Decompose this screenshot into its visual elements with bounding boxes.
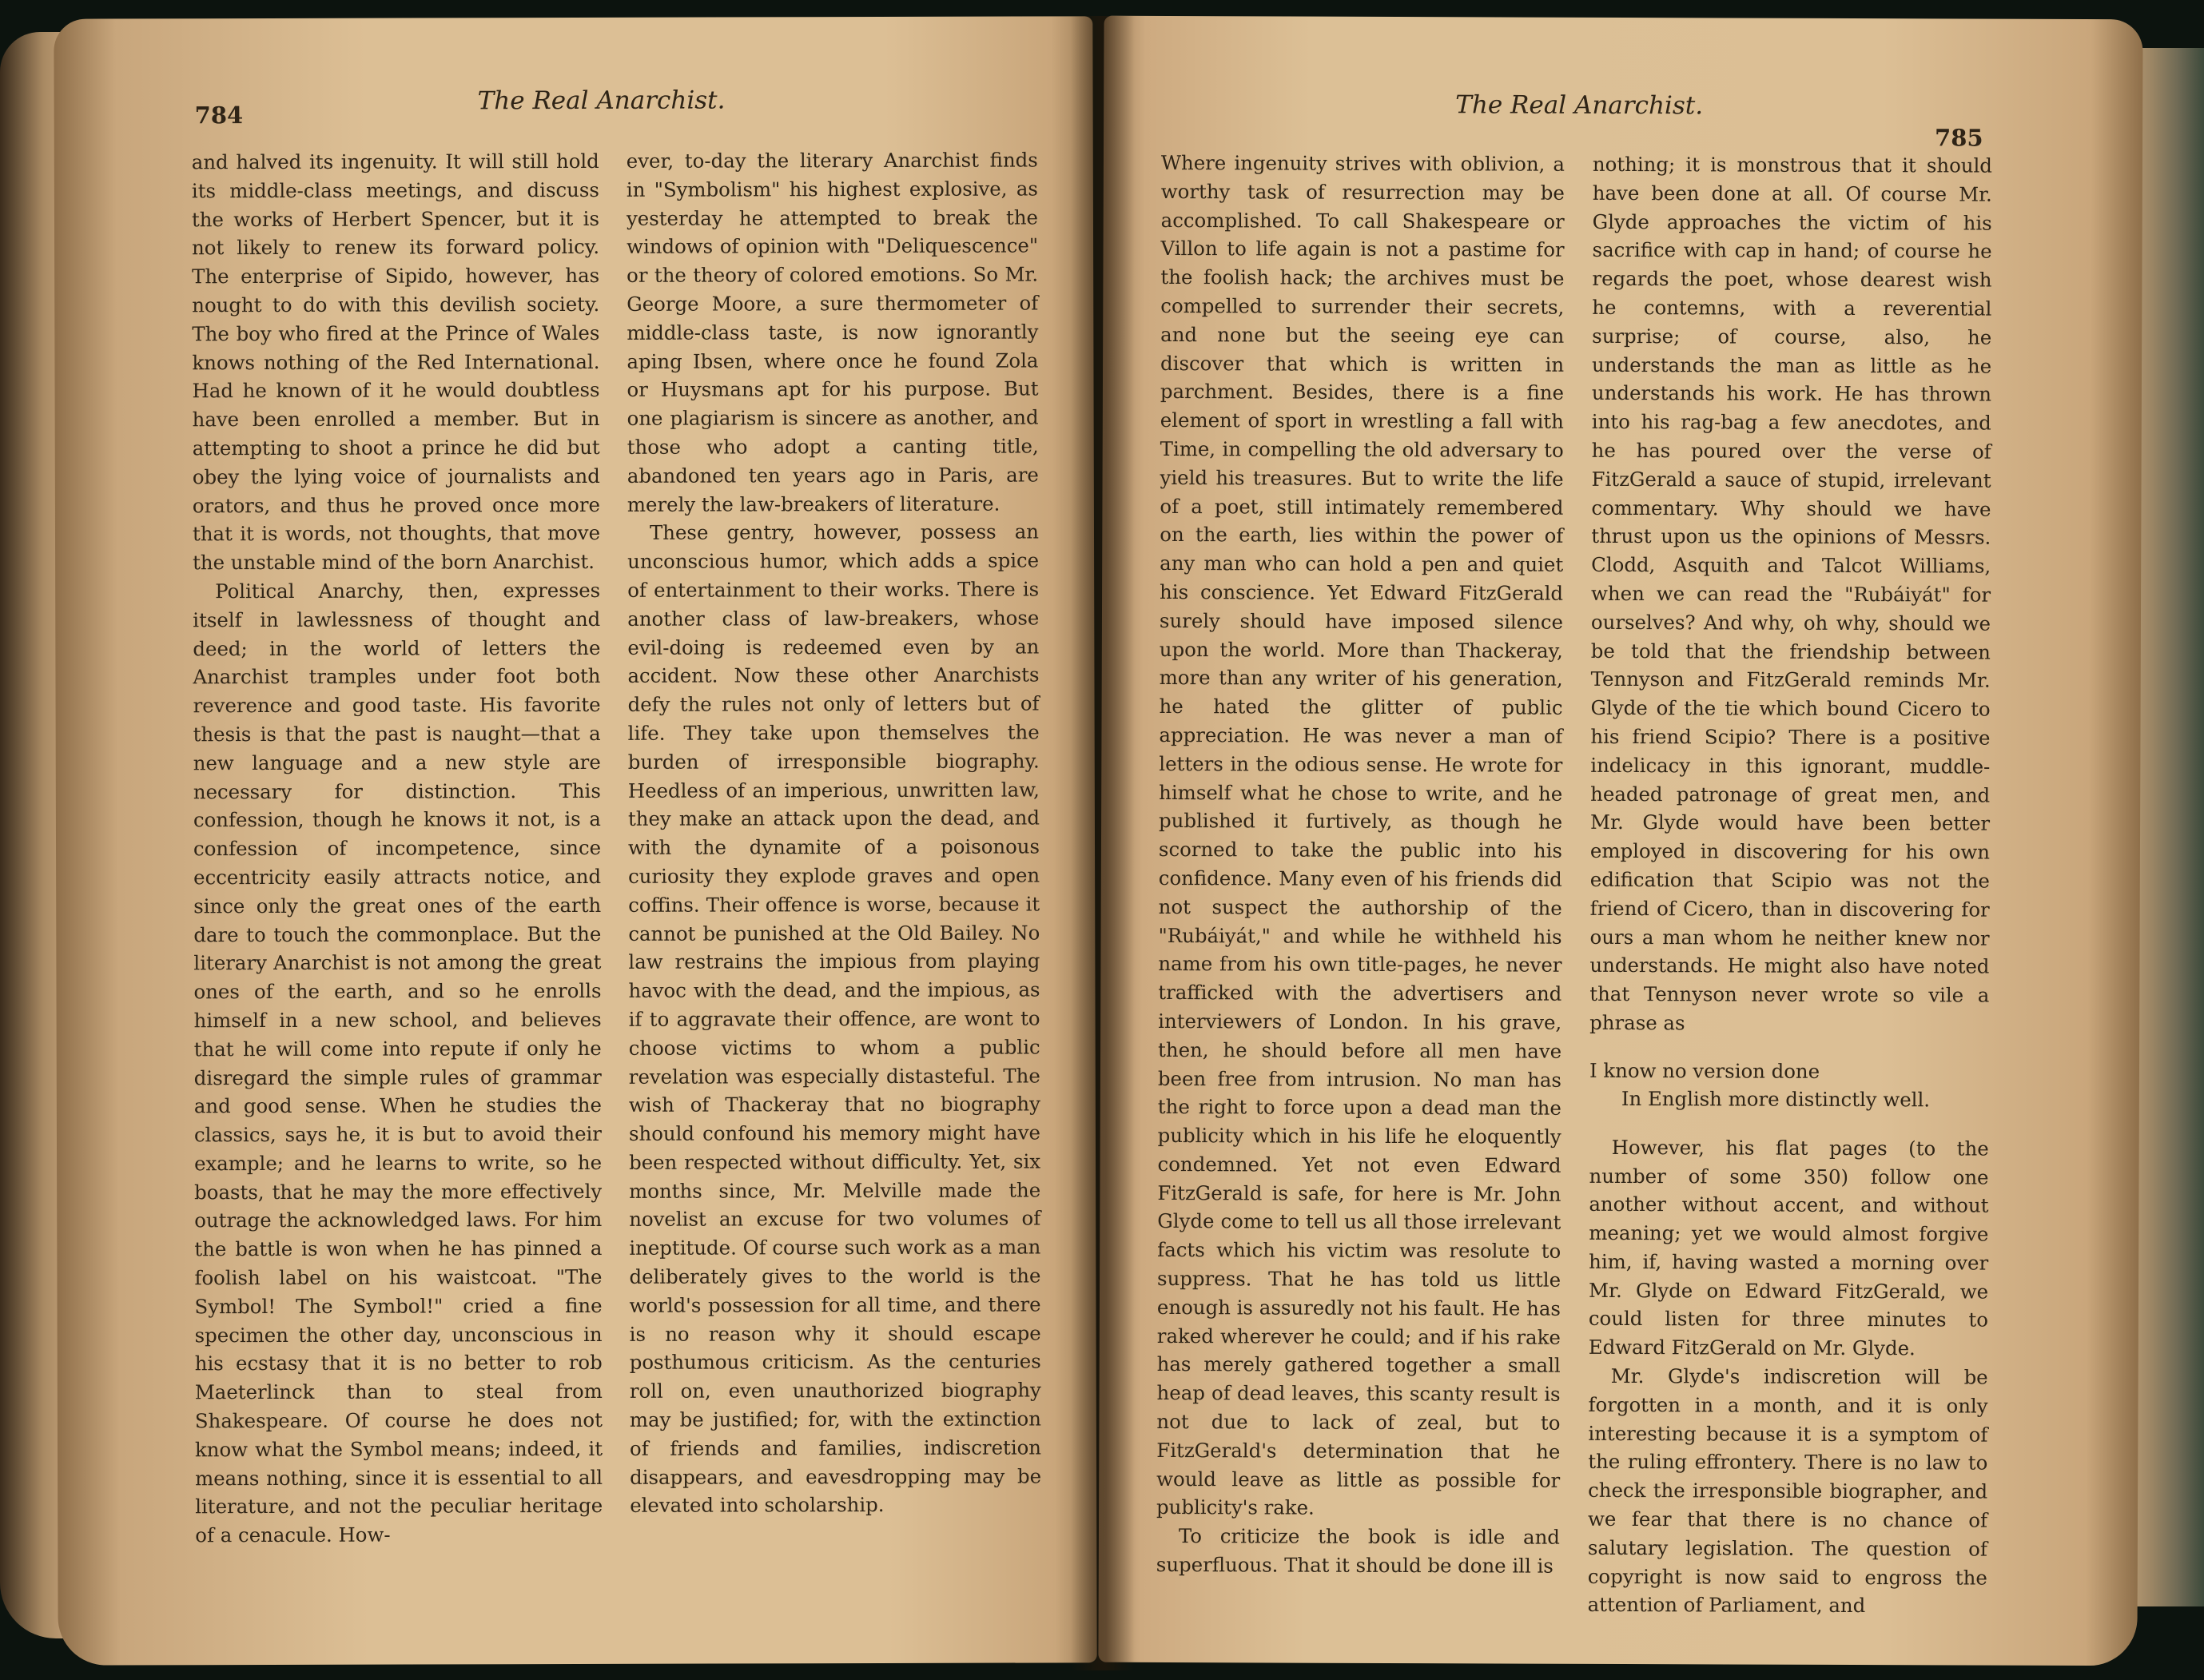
page-number: 785: [1935, 124, 1983, 152]
right-page: [1098, 16, 2142, 1666]
paragraph: Political Anarchy, then, expresses itself in lawlessness of thought and deed; in the world of letters the Anarchist tramples under foot both reverence and good taste. His favorite thesis is that the past is naught—that a new language and a new style are necessary for distinction. This confession, though he knows it not, is a confession of incompetence, since eccentricity easily attracts notice, and since only the great ones of the earth dare to touch the commonplace. But the literary Anarchist is not among the great ones of the earth, and so he enrolls himself in a new school, and believes that he will come into repute if only he disregard the simple rules of grammar and good sense. When he studies the classics, says he, it is but to avoid their example; and he learns to write, so he boasts, that he may the more effectively outrage the acknowledged laws. For him the battle is won when he has pinned a foolish label on his waistcoat. "The Symbol! The Symbol!" cried a fine specimen the other day, unconscious in his ecstasy that it is no better to rob Maeterlinck than to steal from Shakespeare. Of course he does not know what the Symbol means; indeed, it means nothing, since it is essential to all literature, and not the peculiar heritage of a cenacule. How-: [193, 578, 603, 1547]
left-page-column-1: [192, 147, 603, 1550]
book-gutter: [1071, 16, 1135, 1670]
paragraph: nothing; it is monstrous that it should have been done at all. Of course Mr. Glyde approaches the victim of his sacrifice with cap in hand; of course he regards the poet, whose dearest wish he contemns, with a reverential surprise; of course, also, he understands the man as little as he understands his work. He has thrown into his rag-bag a few anecdotes, and he has poured over the verse of FitzGerald a sauce of stupid, irrelevant commentary. Why should we have thrust upon us the opinions of Messrs. Clodd, Asquith and Talcot Williams, when we can read the "Rubáiyát" for ourselves? And why, oh why, should we be told that the friendship between Tennyson and FitzGerald reminds Mr. Glyde of the tie which bound Cicero to his friend Scipio? There is a positive indelicacy in this ignorant, muddle-headed patronage of great men, and Mr. Glyde would have been better employed in discovering for his own edification that Scipio was not the friend of Cicero, than in discovering for ours a man whom he neither knew nor understands. He might also have noted that Tennyson never wrote so vile a phrase as: [1589, 152, 1993, 1035]
running-head: The Real Anarchist.: [1455, 90, 1704, 121]
right-page-column-2: [1588, 150, 1992, 1621]
paragraph: To criticize the book is idle and superfluous. That it should be done ill is: [1156, 1524, 1561, 1578]
verse-line: In English more distinctly well.: [1621, 1086, 1931, 1112]
paragraph: Mr. Glyde's indiscretion will be forgotten in a month, and it is only interesting because it is a symptom of the ruling effrontery. There is no law to check the irresponsible biographer, and we fear that there is no chance of salutary legislation. The question of copyright is now said to engross the attention of Parliament, and: [1587, 1364, 1988, 1618]
paragraph: However, his flat pages (to the number of some 350) follow one another without accent, and without meaning; yet we would almost forgive him, if, having wasted a morning over Mr. Glyde on Edward FitzGerald, we could listen for three minutes to Edward FitzGerald on Mr. Glyde.: [1588, 1135, 1989, 1360]
quoted-verse: [1589, 1057, 1989, 1114]
paragraph: and halved its ingenuity. It will still hold its middle-class meetings, and discuss the works of Herbert Spencer, but it is not likely to renew its forward policy. The enterprise of Sipido, however, has nought to do with this devilish society. The boy who fired at the Prince of Wales knows nothing of the Red International. Had he known of it he would doubtless have been enrolled a member. But in attempting to shoot a prince he did but obey the lying voice of journalists and orators, and thus he proved once more that it is words, not thoughts, that move the unstable mind of the born Anarchist.: [191, 149, 601, 575]
page-number: 784: [194, 102, 244, 129]
running-head: The Real Anarchist.: [477, 86, 726, 116]
right-page-column-1: [1156, 149, 1565, 1581]
left-page: [54, 16, 1096, 1665]
paragraph: ever, to-day the literary Anarchist finds in "Symbolism" his highest explosive, as yesterday he attempted to break the windows of opinion with "Deliquescence" or the theory of colored emotions. So Mr. George Moore, a sure thermometer of middle-class taste, is now ignorantly aping Ibsen, where once he found Zola or Huysmans apt for his purpose. But one plagiarism is sincere as another, and those who adopt a canting title, abandoned ten years ago in Paris, are merely the law-breakers of literature.: [626, 148, 1039, 516]
left-page-column-2: [627, 145, 1041, 1520]
paragraph: These gentry, however, possess an unconscious humor, which adds a spice of entertainment to their works. There is another class of law-breakers, whose evil-doing is redeemed even by an accident. Now these other Anarchists defy the rules not only of letters but of life. They take upon themselves the burden of irresponsible biography. Heedless of an imperious, unwritten law, they make an attack upon the dead, and with the dynamite of a poisonous curiosity they explode graves and open coffins. Their offence is worse, because it cannot be punished at the Old Bailey. No law restrains the impious from playing havoc with the dead, and the impious, as if to aggravate their offence, are wont to choose victims to whom a public revelation was especially distasteful. The wish of Thackeray that no biography should confound his memory might have been respected without difficulty. Yet, six months since, Mr. Melville made the novelist an excuse for two volumes of ineptitude. Of course such work as a man deliberately gives to the world is the world's possession for all time, and there is no reason why it should escape posthumous criticism. As the centuries roll on, even unauthorized biography may be justified; for, with the extinction of friends and families, indiscretion disappears, and eavesdropping may be elevated into scholarship.: [627, 520, 1042, 1518]
paragraph: Where ingenuity strives with oblivion, a worthy task of resurrection may be accomplished. To call Shakespeare or Villon to life again is not a pastime for the foolish hack; the archives must be compelled to surrender their secrets, and none but the seeing eye can discover that which is written in parchment. Besides, there is a fine element of sport in wrestling a fall with Time, in compelling the old adversary to yield his treasures. But to write the life of a poet, still intimately remembered on the earth, lies within the power of any man who can hold a pen and quiet his conscience. Yet Edward FitzGerald surely should have imposed silence upon the world. More than Thackeray, more than any writer of his generation, he hated the glitter of public appreciation. He was never a man of letters in the odious sense. He wrote for himself what he chose to write, and he published it furtively, as though he scorned to take the public into his confidence. Many even of his friends did not suspect the authorship of the "Rubáiyát," and while he withheld his name from his own title-pages, he never trafficked with the advertisers and interviewers of London. In his grave, then, he should before all men have been free from intrusion. No man has the right to force upon a dead man the publicity which in his life he eloquently condemned. Yet not even Edward FitzGerald is safe, for here is Mr. John Glyde come to tell us all those irrelevant facts which his victim was resolute to suppress. That he has told us little enough is assuredly not his fault. He has raked wherever he could; and if his rake has merely gathered together a small heap of dead leaves, this scanty result is not due to lack of zeal, but to FitzGerald's determination that he would leave as little as possible for publicity's rake.: [1156, 150, 1565, 1520]
verse-line: I know no version done: [1589, 1058, 1820, 1083]
